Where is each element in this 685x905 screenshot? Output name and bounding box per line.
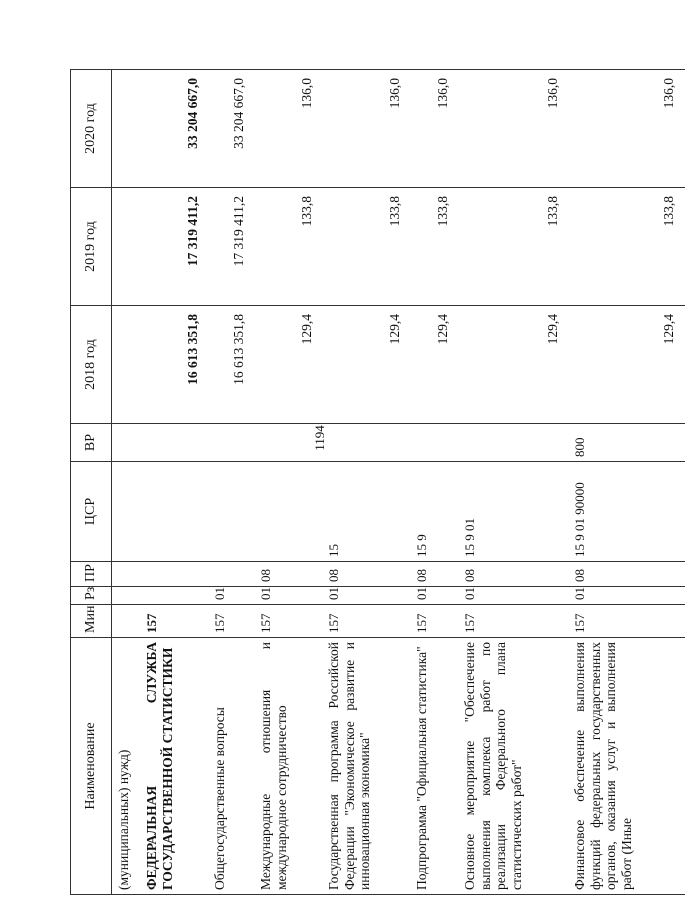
cell-y2019: 133,8 <box>569 188 685 306</box>
cell-rz: 01 <box>209 587 255 605</box>
cell-y2020: 136,0 <box>255 70 323 188</box>
cell-csr: 15 <box>323 462 411 562</box>
cell-y2019: 17 319 411,2 <box>209 188 255 306</box>
cell-csr: 15 9 01 <box>459 462 569 562</box>
table-body <box>112 70 685 895</box>
cell-y2019: 17 319 411,2 <box>141 188 209 306</box>
header-vr: ВР <box>71 424 112 462</box>
table-row <box>411 70 459 895</box>
table-row <box>255 70 323 895</box>
cell-y2019: 133,8 <box>411 188 459 306</box>
cell-csr: 15 9 <box>411 462 459 562</box>
cell-rz: 01 <box>411 587 459 605</box>
cell-min: 157 <box>411 605 459 638</box>
cell-pr <box>209 562 255 587</box>
cell-pr: 08 <box>323 562 411 587</box>
cell-y2018: 129,4 <box>569 306 685 424</box>
header-min: Мин <box>71 605 112 638</box>
cell-vr <box>323 424 411 462</box>
cell-min <box>112 605 142 638</box>
cell-pr: 08 <box>255 562 323 587</box>
cell-y2020: 33 204 667,0 <box>141 70 209 188</box>
cell-vr <box>141 424 209 462</box>
cell-y2018: 16 613 351,8 <box>141 306 209 424</box>
cell-y2018: 129,4 <box>255 306 323 424</box>
cell-csr <box>112 462 142 562</box>
cell-name: Государственная программа Российской Федерации "Экономическое развитие и инновационная экономика" <box>323 638 411 895</box>
cell-y2020: 136,0 <box>459 70 569 188</box>
cell-y2018: 129,4 <box>323 306 411 424</box>
cell-rz: 01 <box>459 587 569 605</box>
cell-name: Общегосударственные вопросы <box>209 638 255 895</box>
rotated-table-area <box>70 70 676 895</box>
cell-y2018 <box>112 306 142 424</box>
cell-min: 157 <box>323 605 411 638</box>
cell-name: Международные отношения и международное сотрудничество <box>255 638 323 895</box>
cell-rz <box>112 587 142 605</box>
cell-rz: 01 <box>569 587 685 605</box>
cell-y2020: 136,0 <box>323 70 411 188</box>
header-2018: 2018 год <box>71 306 112 424</box>
cell-y2020: 136,0 <box>411 70 459 188</box>
header-name: Наименование <box>71 638 112 895</box>
budget-table <box>70 69 685 895</box>
page-number: 1194 <box>312 425 327 451</box>
cell-y2020 <box>112 70 142 188</box>
cell-vr <box>459 424 569 462</box>
cell-min: 157 <box>141 605 209 638</box>
cell-vr <box>209 424 255 462</box>
cell-rz <box>141 587 209 605</box>
cell-name: Подпрограмма "Официальная статистика" <box>411 638 459 895</box>
cell-vr <box>112 424 142 462</box>
cell-y2018: 16 613 351,8 <box>209 306 255 424</box>
cell-csr <box>255 462 323 562</box>
cell-min: 157 <box>255 605 323 638</box>
cell-pr: 08 <box>569 562 685 587</box>
cell-y2019: 133,8 <box>255 188 323 306</box>
header-rz: Рз <box>71 587 112 605</box>
cell-vr <box>411 424 459 462</box>
cell-pr: 08 <box>411 562 459 587</box>
table-header-row <box>71 70 112 895</box>
header-2020: 2020 год <box>71 70 112 188</box>
table-row <box>459 70 569 895</box>
header-pr: ПР <box>71 562 112 587</box>
header-2019: 2019 год <box>71 188 112 306</box>
cell-y2019: 133,8 <box>459 188 569 306</box>
header-csr: ЦСР <box>71 462 112 562</box>
cell-name: Финансовое обеспечение выполнения функций федеральных государственных органов, оказания услуг и выполнения работ (Иные <box>569 638 685 895</box>
cell-pr <box>112 562 142 587</box>
cell-vr <box>255 424 323 462</box>
cell-name: (муниципальных) нужд) <box>112 638 142 895</box>
cell-y2019 <box>112 188 142 306</box>
cell-rz: 01 <box>255 587 323 605</box>
cell-y2020: 33 204 667,0 <box>209 70 255 188</box>
cell-y2019: 133,8 <box>323 188 411 306</box>
table-row <box>209 70 255 895</box>
cell-pr <box>141 562 209 587</box>
cell-pr: 08 <box>459 562 569 587</box>
cell-vr: 800 <box>569 424 685 462</box>
table-row <box>141 70 209 895</box>
cell-csr <box>209 462 255 562</box>
table-row <box>112 70 142 895</box>
cell-name: Основное мероприятие "Обеспечение выполнения комплекса работ по реализации Федерального плана статистических работ" <box>459 638 569 895</box>
cell-name: ФЕДЕРАЛЬНАЯ СЛУЖБА ГОСУДАРСТВЕННОЙ СТАТИСТИКИ <box>141 638 209 895</box>
cell-min: 157 <box>209 605 255 638</box>
cell-rz: 01 <box>323 587 411 605</box>
cell-y2018: 129,4 <box>411 306 459 424</box>
cell-min: 157 <box>569 605 685 638</box>
cell-y2018: 129,4 <box>459 306 569 424</box>
cell-csr <box>141 462 209 562</box>
table-row <box>569 70 685 895</box>
cell-csr: 15 9 01 90000 <box>569 462 685 562</box>
cell-y2020: 136,0 <box>569 70 685 188</box>
cell-min: 157 <box>459 605 569 638</box>
table-row <box>323 70 411 895</box>
